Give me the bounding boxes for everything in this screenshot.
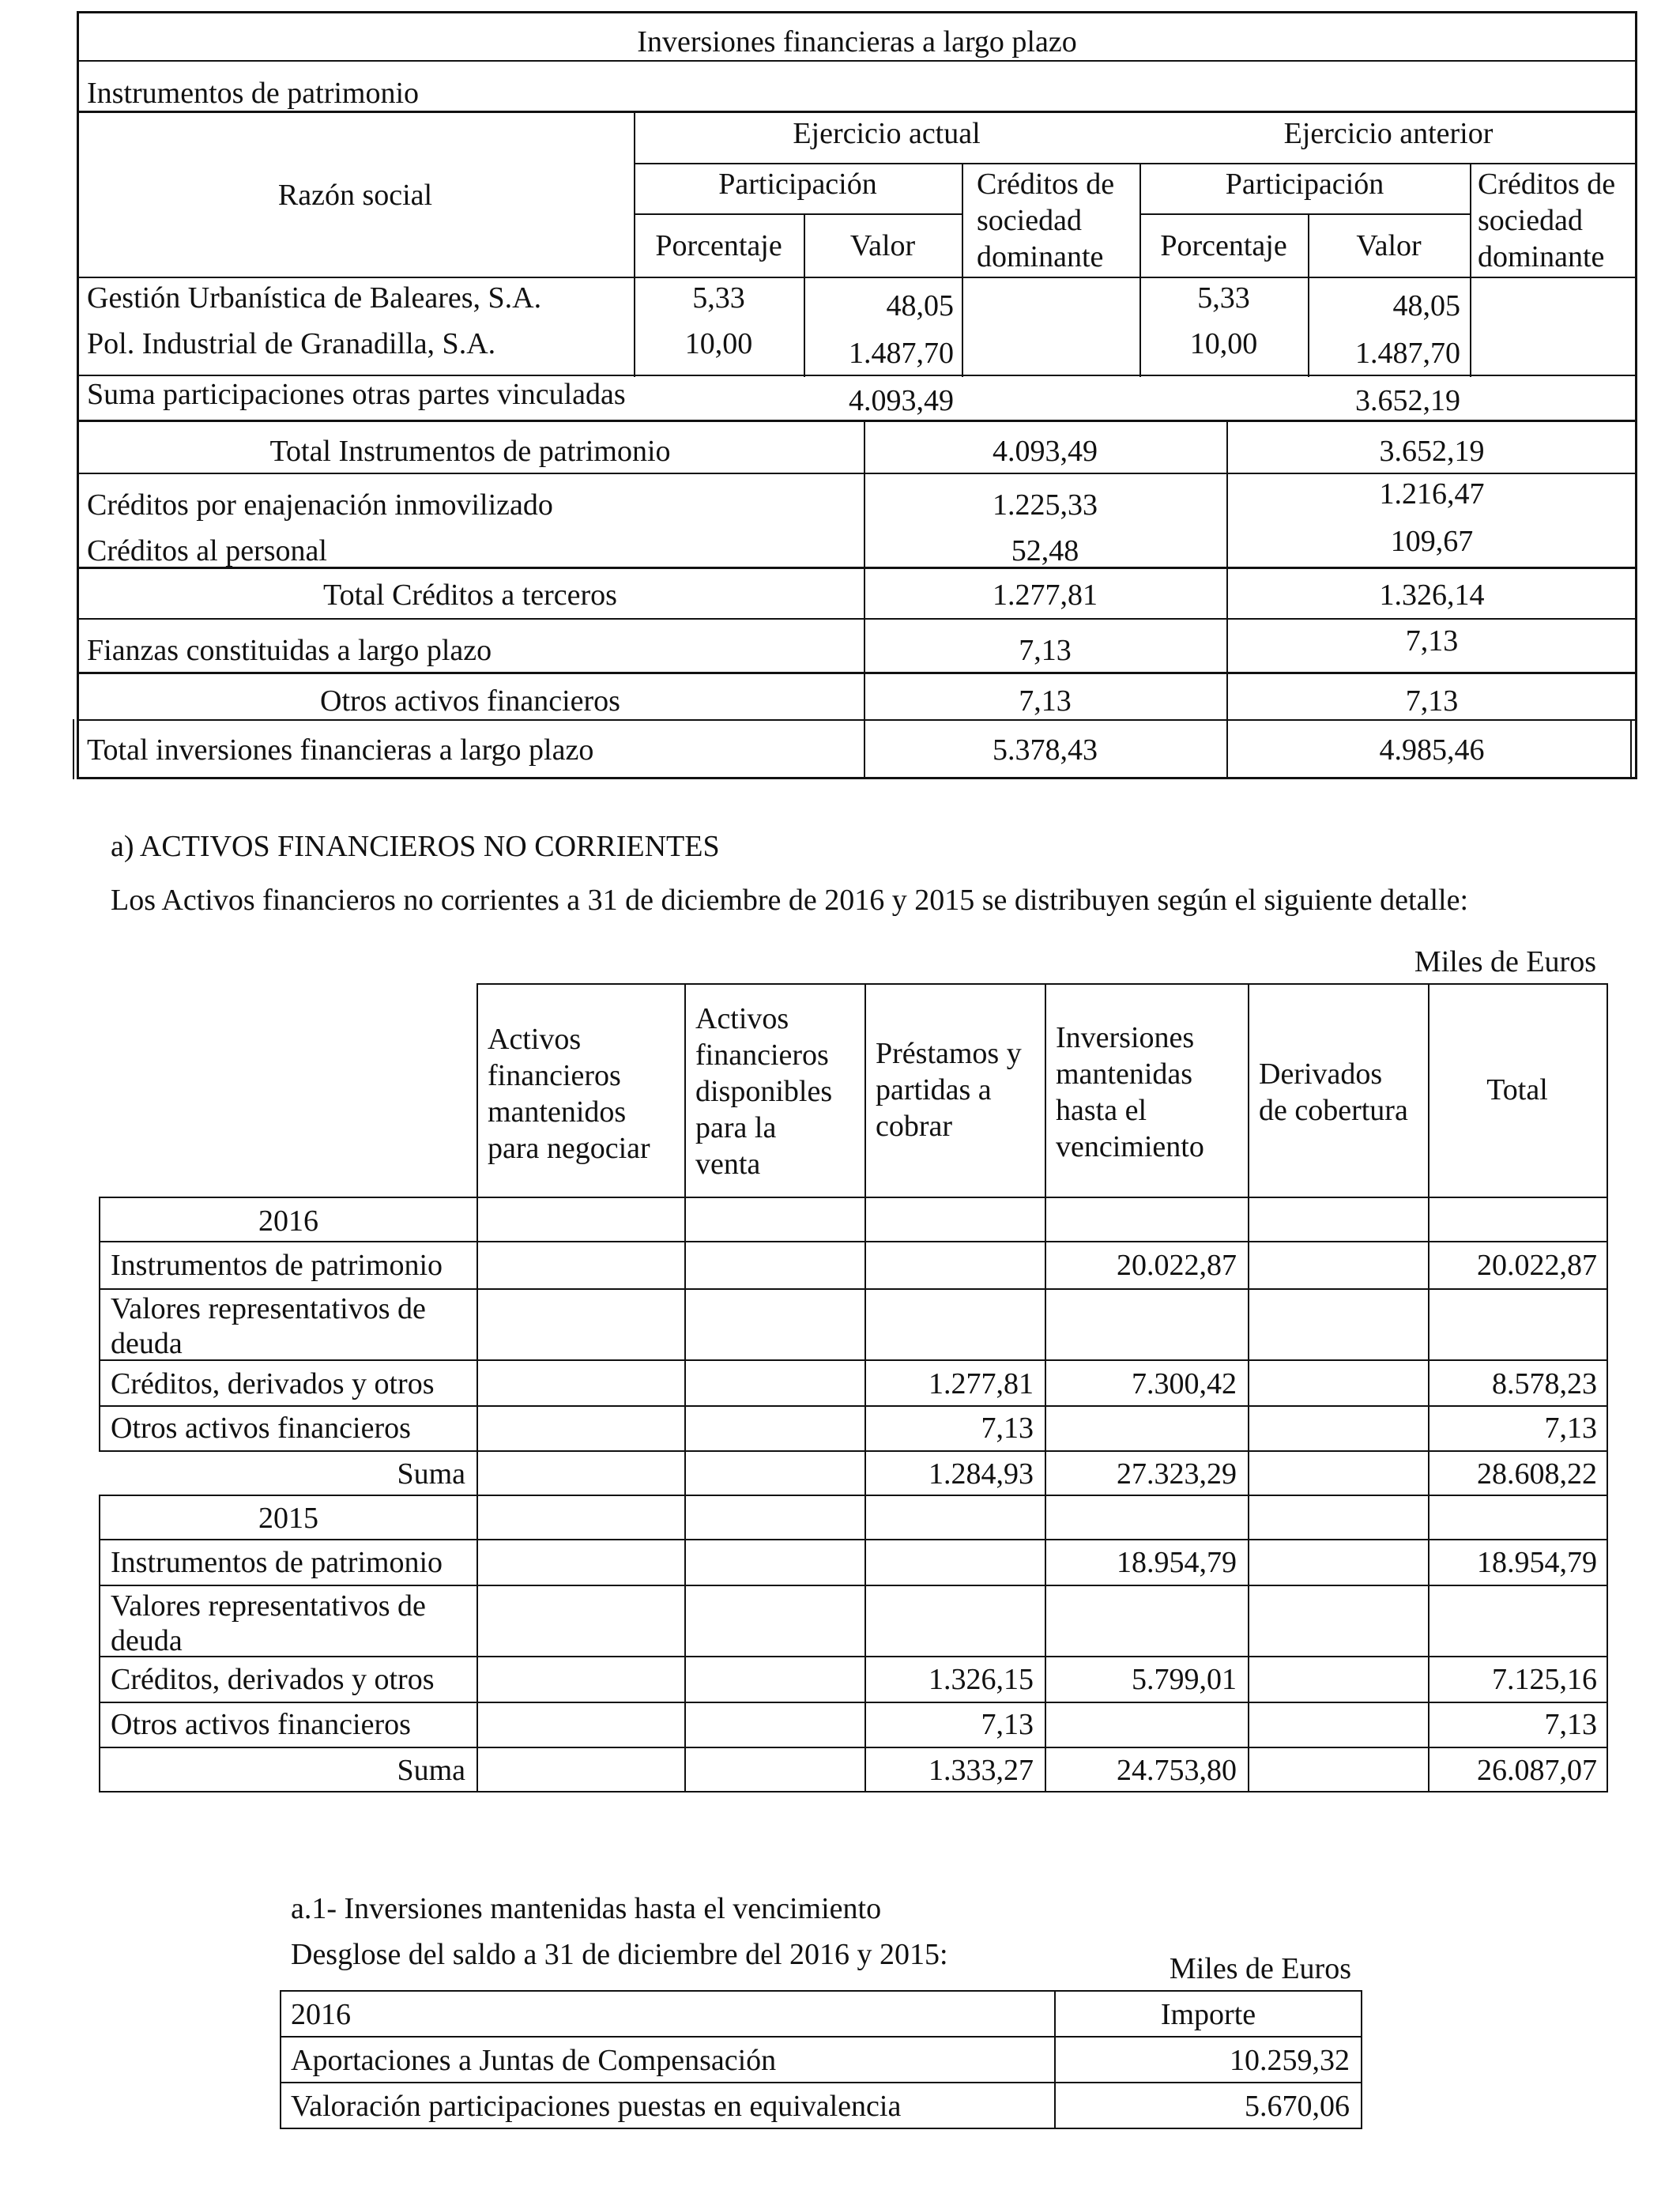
cell-inversiones: 27.323,29: [1117, 1457, 1237, 1491]
header-valor-anterior: Valor: [1356, 229, 1422, 262]
cell-total: 20.022,87: [1477, 1249, 1597, 1282]
col-header-line: financieros: [488, 1059, 621, 1092]
header-participacion-actual: Participación: [718, 168, 877, 201]
creditos-enajenacion-anterior: 1.216,47: [1379, 477, 1485, 511]
cell-inversiones: 24.753,80: [1117, 1754, 1237, 1787]
units-label: Miles de Euros: [1414, 945, 1596, 978]
row-value: 5.670,06: [1245, 2090, 1350, 2123]
section-a1-intro: Desglose del saldo a 31 de diciembre del 2016 y 2015:: [291, 1938, 948, 1971]
header-creditos-actual-3: dominante: [977, 240, 1104, 273]
cell-prestamos: 7,13: [981, 1412, 1034, 1445]
total-inversiones-anterior: 4.985,46: [1379, 733, 1485, 767]
col-header-prestamos: [876, 1035, 1022, 1144]
cell-total: 8.578,23: [1492, 1367, 1597, 1400]
pct-anterior: 5,33: [1197, 281, 1250, 315]
total-inversiones-label: Total inversiones financieras a largo plazo: [87, 733, 594, 767]
cell-inversiones: 7.300,42: [1132, 1367, 1237, 1400]
header-porcentaje-anterior: Porcentaje: [1160, 229, 1287, 262]
col-header-line: para la: [695, 1111, 777, 1144]
header-ejercicio-anterior: Ejercicio anterior: [1283, 117, 1494, 150]
row-label: Otros activos financieros: [111, 1708, 411, 1741]
col-header-total: Total: [1486, 1073, 1548, 1106]
row-value: 10.259,32: [1230, 2044, 1350, 2077]
cell-total: 7,13: [1544, 1708, 1597, 1741]
year-label: 2016: [291, 1998, 351, 2031]
otros-activos-label: Otros activos financieros: [320, 684, 620, 718]
section-a-intro: Los Activos financieros no corrientes a 31 de diciembre de 2016 y 2015 se distribuyen según el siguiente detalle:: [111, 884, 1468, 917]
header-valor-actual: Valor: [849, 229, 916, 262]
company-name: Pol. Industrial de Granadilla, S.A.: [87, 327, 496, 360]
cell-prestamos: 1.277,81: [929, 1367, 1034, 1400]
cell-prestamos: 1.284,93: [929, 1457, 1034, 1491]
cell-inversiones: 20.022,87: [1117, 1249, 1237, 1282]
total-ip-anterior: 3.652,19: [1379, 435, 1485, 468]
cell-prestamos: 1.333,27: [929, 1754, 1034, 1787]
valor-actual: 1.487,70: [849, 337, 954, 370]
total-creditos-label: Total Créditos a terceros: [323, 579, 617, 612]
total-creditos-anterior: 1.326,14: [1379, 579, 1485, 612]
row-label-line: Valores representativos de: [111, 1589, 426, 1623]
header-creditos-actual-1: Créditos de: [977, 168, 1115, 201]
otros-activos-anterior: 7,13: [1405, 684, 1459, 718]
row-label-line: deuda: [111, 1624, 183, 1657]
cell-total: 28.608,22: [1477, 1457, 1597, 1491]
suma-label: Suma: [397, 1457, 465, 1491]
cell-total: 7,13: [1544, 1412, 1597, 1445]
valor-anterior: 1.487,70: [1355, 337, 1460, 370]
row-label: Aportaciones a Juntas de Compensación: [291, 2044, 777, 2077]
col-header-inversiones: [1056, 1020, 1204, 1165]
fianzas-anterior: 7,13: [1405, 624, 1459, 658]
col-header-derivados: [1259, 1056, 1408, 1129]
year-2016: 2016: [258, 1204, 318, 1238]
total-ip-actual: 4.093,49: [993, 435, 1098, 468]
cell-total: 7.125,16: [1492, 1663, 1597, 1696]
total-inversiones-actual: 5.378,43: [993, 733, 1098, 767]
col-header-negociar: [488, 1021, 650, 1167]
cell-prestamos: 7,13: [981, 1708, 1034, 1741]
col-header-line: mantenidos: [488, 1095, 627, 1129]
header-creditos-anterior-2: sociedad: [1478, 204, 1583, 237]
pct-actual: 10,00: [684, 327, 753, 360]
col-header-line: Activos: [488, 1023, 582, 1056]
total-creditos-actual: 1.277,81: [993, 579, 1098, 612]
header-participacion-anterior: Participación: [1225, 168, 1384, 201]
header-razon-social: Razón social: [277, 179, 433, 212]
year-2015: 2015: [258, 1502, 318, 1535]
pct-anterior: 10,00: [1189, 327, 1258, 360]
otros-activos-actual: 7,13: [1019, 684, 1072, 718]
fianzas-actual: 7,13: [1019, 634, 1072, 667]
col-header-line: hasta el: [1056, 1094, 1147, 1127]
col-header-line: disponibles: [695, 1075, 833, 1108]
row-label: Instrumentos de patrimonio: [111, 1546, 443, 1579]
fianzas-label: Fianzas constituidas a largo plazo: [87, 634, 492, 667]
creditos-personal-actual: 52,48: [1011, 534, 1079, 567]
creditos-personal-anterior: 109,67: [1390, 525, 1474, 558]
row-label-line: deuda: [111, 1327, 183, 1360]
valor-actual: 48,05: [886, 289, 954, 322]
header-porcentaje-actual: Porcentaje: [655, 229, 782, 262]
creditos-enajenacion-actual: 1.225,33: [993, 488, 1098, 522]
creditos-enajenacion-label: Créditos por enajenación inmovilizado: [87, 488, 553, 522]
suma-label: Suma: [397, 1754, 465, 1787]
units-label: Miles de Euros: [1169, 1952, 1351, 1985]
col-header-line: mantenidas: [1056, 1057, 1193, 1091]
header-creditos-anterior-1: Créditos de: [1478, 168, 1616, 201]
cell-total: 26.087,07: [1477, 1754, 1597, 1787]
col-header-line: Préstamos y: [876, 1037, 1022, 1070]
row-label: [111, 1291, 426, 1361]
col-header-line: financieros: [695, 1039, 829, 1072]
valor-anterior: 48,05: [1392, 289, 1460, 322]
col-header-line: de cobertura: [1259, 1094, 1408, 1127]
header-ejercicio-actual: Ejercicio actual: [793, 117, 981, 150]
col-header-line: Inversiones: [1056, 1021, 1195, 1054]
cell-inversiones: 5.799,01: [1132, 1663, 1237, 1696]
cell-total: 18.954,79: [1477, 1546, 1597, 1579]
header-creditos-anterior-3: dominante: [1478, 240, 1605, 273]
row-label: Créditos, derivados y otros: [111, 1367, 435, 1400]
pct-actual: 5,33: [692, 281, 745, 315]
col-header-line: cobrar: [876, 1110, 953, 1143]
col-header-line: Derivados: [1259, 1057, 1383, 1091]
row-label: [111, 1589, 426, 1658]
cell-inversiones: 18.954,79: [1117, 1546, 1237, 1579]
col-header-line: Activos: [695, 1002, 789, 1035]
col-header-line: para negociar: [488, 1132, 650, 1165]
total-ip-label: Total Instrumentos de patrimonio: [269, 435, 671, 468]
col-header-line: partidas a: [876, 1073, 992, 1106]
section-label: Instrumentos de patrimonio: [87, 77, 420, 110]
row-label: Valoración participaciones puestas en equivalencia: [291, 2090, 902, 2123]
section-a1-heading: a.1- Inversiones mantenidas hasta el vencimiento: [291, 1892, 882, 1925]
company-name: Gestión Urbanística de Baleares, S.A.: [87, 281, 542, 315]
suma-actual: 4.093,49: [849, 384, 954, 417]
table-title: Inversiones financieras a largo plazo: [637, 25, 1077, 58]
row-label: Otros activos financieros: [111, 1412, 411, 1445]
col-header-line: venta: [695, 1148, 761, 1181]
row-label: Instrumentos de patrimonio: [111, 1249, 443, 1282]
section-a-heading: a) ACTIVOS FINANCIEROS NO CORRIENTES: [111, 830, 720, 863]
suma-label: Suma participaciones otras partes vinculadas: [87, 378, 626, 411]
row-label-line: Valores representativos de: [111, 1292, 426, 1325]
cell-prestamos: 1.326,15: [929, 1663, 1034, 1696]
creditos-personal-label: Créditos al personal: [87, 534, 327, 567]
header-creditos-actual-2: sociedad: [977, 204, 1082, 237]
col-header-line: vencimiento: [1056, 1130, 1204, 1163]
row-label: Créditos, derivados y otros: [111, 1663, 435, 1696]
col-header-disponibles: [695, 1001, 832, 1182]
suma-anterior: 3.652,19: [1355, 384, 1460, 417]
importe-header: Importe: [1160, 1998, 1256, 2031]
